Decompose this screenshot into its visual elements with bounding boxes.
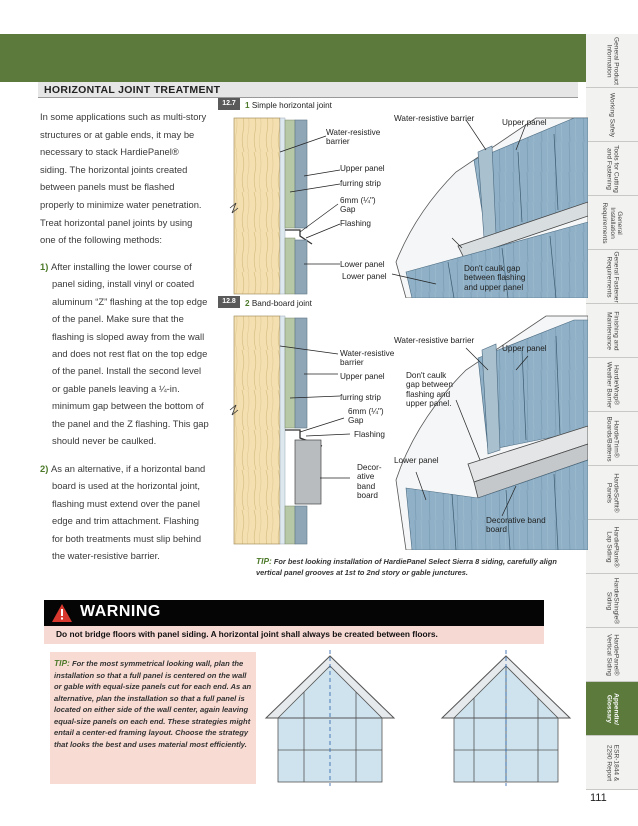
label-dont-caulk: Don't caulk gap between flashing and upper panel: [464, 264, 526, 292]
tab-label: HardieWrap® Weather Barrier: [605, 361, 620, 408]
label-lower-panel-right: Lower panel: [394, 456, 439, 465]
figure-caption-text: Simple horizontal joint: [251, 101, 332, 110]
tab-hardieshingle[interactable]: [586, 574, 638, 628]
label-flashing: Flashing: [354, 430, 385, 439]
tip-text: For the most symmetrical looking wall, plan the installation so that a full panel is centered on the wall or gable with equal-size panels cut for each end. As an alternative, plan the installation so that a full panel is located on either side of the wall center, again leaving equal-size panels on each end. These strategies might entail a center-ed framing layout. Choose the strategy that looks the best and uses material most efficiently.: [54, 659, 252, 749]
method-text: As an alternative, if a horizontal band board is used at the horizontal joint, flashing must extend over the panel edge and trim attachment. Flashing for both treatments must slip behind the water-resistive barrier.: [51, 463, 206, 562]
figure-number: 2: [245, 299, 250, 308]
label-water-resistive-barrier: Water-resistive barrier: [326, 128, 381, 147]
figure-caption-text: Band-board joint: [251, 299, 312, 308]
section-tabs: [586, 34, 638, 790]
label-lower-panel-right: Lower panel: [342, 272, 387, 281]
tab-general-product-information[interactable]: [586, 34, 638, 88]
method-1: [40, 258, 210, 449]
tip-heading: TIP:: [256, 556, 272, 566]
section-title: HORIZONTAL JOINT TREATMENT: [38, 82, 578, 98]
tab-label: General Installation Requirements: [601, 201, 624, 244]
label-water-resistive-barrier-right: Water-resistive barrier: [394, 336, 475, 345]
figure-marker: 12.8: [218, 296, 240, 308]
tab-hardiesoffit[interactable]: [586, 466, 638, 520]
tab-label: General Fastener Requirements: [605, 250, 620, 303]
tab-appendix-glossary[interactable]: [586, 682, 638, 736]
label-furring-strip: furring strip: [340, 393, 381, 402]
label-water-resistive-barrier: Water-resistive barrier: [340, 349, 395, 368]
label-water-resistive-barrier-right: Water-resistive barrier: [394, 114, 475, 123]
warning-title: WARNING: [80, 603, 161, 620]
tab-label: HardiePanel® Vertical Siding: [605, 633, 620, 676]
method-number: 1): [40, 261, 49, 272]
figure-caption: [245, 299, 312, 308]
tab-fastener-requirements[interactable]: [586, 250, 638, 304]
tab-label: HardiePlank® Lap Siding: [605, 526, 620, 567]
tab-label: HardieTrim® Boards/Battens: [605, 415, 620, 462]
label-decorative-band-board: Decor- ative band board: [357, 463, 382, 501]
tab-hardietrim[interactable]: [586, 412, 638, 466]
label-furring-strip: furring strip: [340, 179, 381, 188]
label-upper-panel: Upper panel: [340, 164, 385, 173]
tab-tools[interactable]: [586, 142, 638, 196]
method-text: After installing the lower course of panel siding, install vinyl or coated aluminum “Z” flashing at the top edge of the panel. Make sure that the flashing is sloped away from the wall and does not rest flat on the top edge of the panel. Install the second level or gable panels leaving a ¼-in. minimum gap between the bottom of the panel and the Z flashing. This gap should never be caulked.: [51, 261, 209, 447]
tip-aligned-grooves: [256, 556, 576, 578]
gable-layout-diagrams: [256, 646, 586, 788]
tip-symmetrical-layout: [50, 652, 256, 784]
tip-heading: TIP:: [54, 658, 70, 668]
tab-label: Finishing and Maintenance: [605, 310, 620, 351]
header-band: [0, 34, 586, 82]
tab-hardieplank[interactable]: [586, 520, 638, 574]
tab-label: Tools for Cutting and Fastening: [605, 144, 620, 193]
label-decorative-band-board-right: Decorative band board: [486, 516, 546, 535]
intro-paragraph: In some applications such as multi-story structures or at gable ends, it may be necessary to stack HardiePanel® siding. The horizontal joints created between panels must be flashed properly to minimize water penetration. Treat horizontal panel joints by using one of the following methods:: [40, 111, 207, 246]
method-number: 2): [40, 463, 49, 474]
page-number: 111: [590, 792, 607, 804]
tab-label: Appendix/ Glossary: [605, 692, 620, 725]
tab-finishing[interactable]: [586, 304, 638, 358]
tip-text: For best looking installation of HardiePanel Select Sierra 8 siding, carefully align vertical panel grooves at 1st to 2nd story or gable junctures.: [256, 557, 557, 577]
tab-esr-report[interactable]: [586, 736, 638, 790]
tab-label: Working Safely: [608, 92, 616, 137]
tab-label: HardieShingle® Siding: [605, 577, 620, 624]
method-2: [40, 460, 210, 564]
tab-label: ESR-1844 & 2290 Report: [605, 744, 620, 781]
tab-installation-requirements[interactable]: [586, 196, 638, 250]
label-flashing: Flashing: [340, 219, 371, 228]
warning-text: Do not bridge floors with panel siding. A horizontal joint shall always be created between floors.: [44, 626, 544, 644]
tab-hardiepanel[interactable]: [586, 628, 638, 682]
tab-working-safely[interactable]: [586, 88, 638, 142]
figure-marker: 12.7: [218, 98, 240, 110]
label-upper-panel-right: Upper panel: [502, 344, 547, 353]
figure-caption: [245, 101, 332, 110]
label-gap: 6mm (¼") Gap: [348, 407, 384, 426]
label-upper-panel-right: Upper panel: [502, 118, 547, 127]
label-dont-caulk: Don't caulk gap between flashing and upper panel.: [406, 371, 453, 409]
label-gap: 6mm (¼") Gap: [340, 196, 376, 215]
tab-hardiewrap[interactable]: [586, 358, 638, 412]
tab-label: HardieSoffit® Panels: [605, 472, 620, 513]
tab-label: General Product Information: [605, 36, 620, 85]
warning-icon: [52, 604, 72, 622]
figure-number: 1: [245, 101, 250, 110]
label-upper-panel: Upper panel: [340, 372, 385, 381]
label-lower-panel: Lower panel: [340, 260, 385, 269]
